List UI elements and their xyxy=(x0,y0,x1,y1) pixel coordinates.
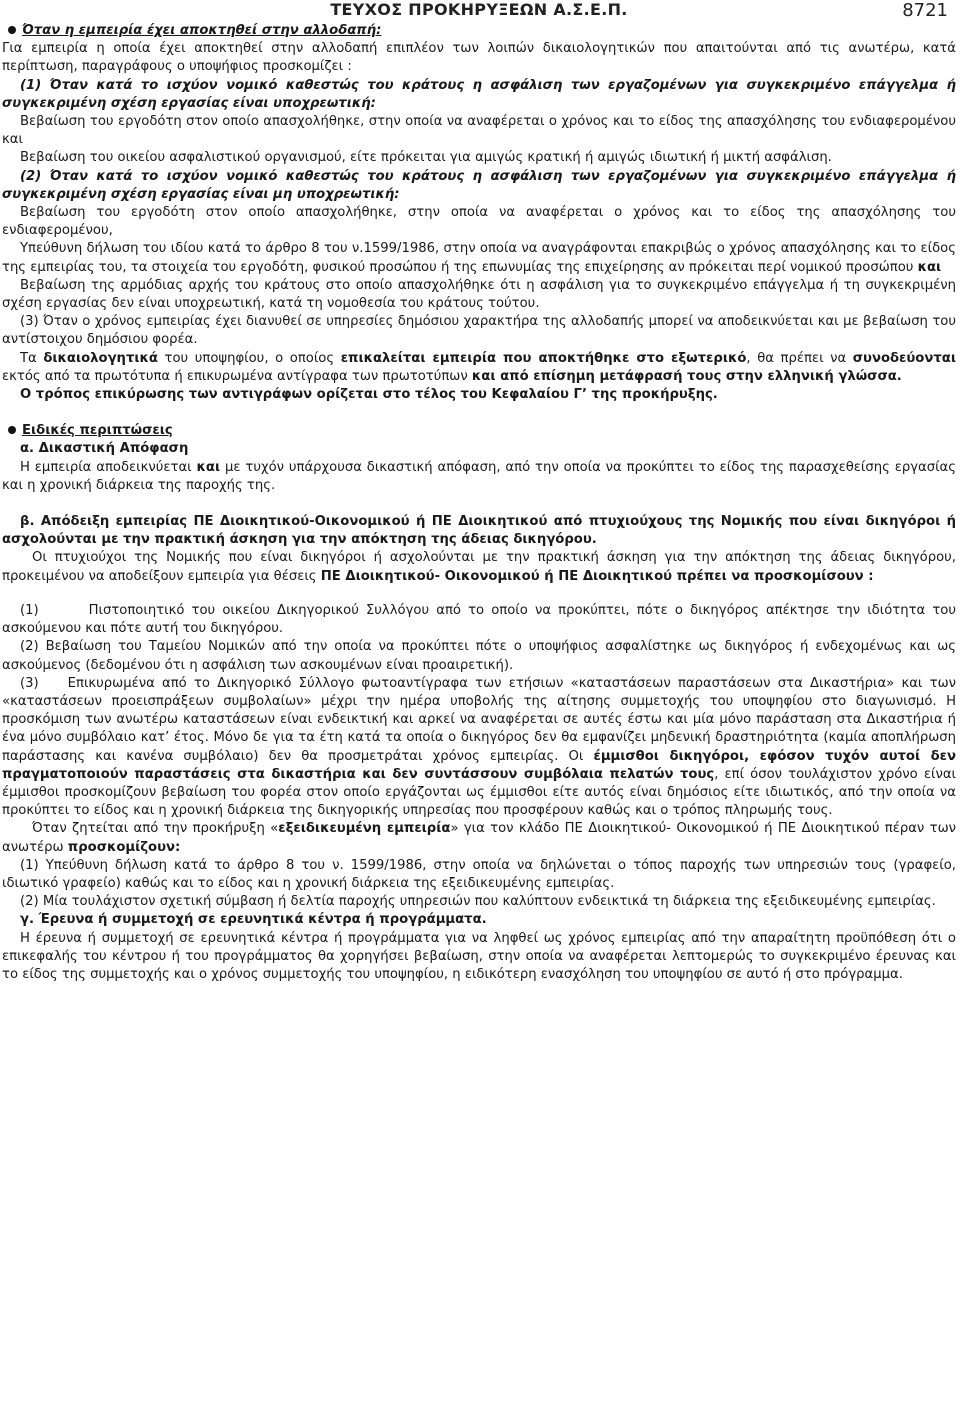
section-c-text: Η έρευνα ή συμμετοχή σε ερευνητικά κέντρα ή προγράμματα για να ληφθεί ως χρόνος εμπειρίας από την απαραίτητη προϋπόθεση ότι ο επικεφαλής του κέντρου ή του προγράμματος θα χορηγήσει βεβαίωση, στην οποία να αναφέρεται λεπτομερώς το συγκεκριμένο έρευνας και το είδος της συμμετοχής και ο χρόνος συμμετοχής του υποψηφίου, η ειδικότερη ενασχόληση του υποψηφίου σε αυτό ή στο πρόγραμμα. xyxy=(2,930,956,982)
section-a-text: Η εμπειρία αποδεικνύεται και με τυχόν υπάρχουσα δικαστική απόφαση, από την οποία να προκύπτει το είδος της παρασχεθείσης εργασίας και η χρονική διάρκεια της παροχής της. xyxy=(2,459,956,493)
bullet-icon xyxy=(8,426,16,434)
section-c-title: γ. Έρευνα ή συμμετοχή σε ερευνητικά κέντρα ή προγράμματα. xyxy=(20,912,487,928)
section-b-item-2: (2) Βεβαίωση του Ταμείου Νομικών από την οποία να προκύπτει πότε ο υποψήφιος ασφαλίστηκε ως δικηγόρος ή ενδεχομένως και ως ασκούμενος (δεδομένου ότι η ασφάλιση των ασκουμένων είναι προαιρετική). xyxy=(2,639,956,673)
case1-insurance-cert: Βεβαίωση του οικείου ασφαλιστικού οργανισμού, είτε πρόκειται για αμιγώς κρατική ή αμιγώς ιδιωτική ή μικτή ασφάλιση. xyxy=(20,150,832,166)
section-b-item-3: (3) Επικυρωμένα από το Δικηγορικό Σύλλογο φωτοαντίγραφα των ετήσιων «καταστάσεων παραστάσεων στα Δικαστήρια» και των «καταστάσεων προεισπράξεων συμβολαίων» μέχρι την ημέρα υποβολής της αίτησης συμμετοχής του υποψηφίου στο διαγωνισμό. Η προσκόμιση των ανωτέρω καταστάσεων είναι ενδεικτική και αρκεί να αναφέρεται σε αυτές έστω και μία μόνο παράσταση στα Δικαστήρια ή ένα μόνο συμβόλαιο κατ’ έτος. Μόνο δε για τα έτη κατά τα οποία ο δικηγόρος δεν θα εμφανίζει μηδενική δραστηριότητα (καμία αποπλήρωση παράστασης και κανένα συμβόλαιο) δεν θα προσμετράται χρόνος εμπειρίας. Οι έμμισθοι δικηγόροι, εφόσον τυχόν αυτοί δεν πραγματοποιούν παραστάσεις στα δικαστήρια και δεν συντάσσουν συμβόλαια πελατών τους, επί όσον τουλάχιστον χρόνο είναι έμμισθοι προσκομίζουν βεβαίωση του φορέα στον οποίο εργάζονται ως έμμισθοι είτε αυτός είναι δημόσιος είτε ιδιωτικός, από την οποία να προκύπτει το είδος και η χρονική διάρκεια της δικηγορικής υπηρεσίας που προσφέρουν καθώς και ο τρόπος πληρωμής τους. xyxy=(2,675,956,819)
section-a-title: α. Δικαστική Απόφαση xyxy=(20,441,189,457)
spacer xyxy=(2,495,956,513)
case3-public-service: (3) Όταν ο χρόνος εμπειρίας έχει διανυθεί σε υπηρεσίες δημόσιου χαρακτήρα της αλλοδαπής μπορεί να αποδεικνύεται και με βεβαίωση του αντίστοιχου δημόσιου φορέα. xyxy=(2,314,956,348)
spacer xyxy=(2,404,956,422)
section-b-specialized-1: (1) Υπεύθυνη δήλωση κατά το άρθρο 8 του ν. 1599/1986, στην οποία να δηλώνεται ο τόπος παροχής των υπηρεσιών τους (γραφείο, ιδιωτικό γραφείο) καθώς και το είδος και η χρονική διάρκεια της εξειδικευμένης εμπειρίας. xyxy=(2,857,956,891)
section-b-intro: Οι πτυχιούχοι της Νομικής που είναι δικηγόροι ή ασχολούνται με την πρακτική άσκηση για την απόκτηση της άδειας δικηγόρου, προκειμένου να αποδείξουν εμπειρία για θέσεις ΠΕ Διοικητικού- Οικονομικού ή ΠΕ Διοικητικού πρέπει να προσκομίσουν : xyxy=(2,550,956,584)
case2-employer-cert: Βεβαίωση του εργοδότη στον οποίο απασχολήθηκε, στην οποία να αναφέρεται ο χρόνος και το είδος της απασχόλησης του ενδιαφερομένου, xyxy=(2,205,956,239)
spacer xyxy=(2,586,956,596)
certification-note: Ο τρόπος επικύρωσης των αντιγράφων ορίζεται στο τέλος του Κεφαλαίου Γ’ της προκήρυξης. xyxy=(20,387,718,403)
abroad-heading: Όταν η εμπειρία έχει αποκτηθεί στην αλλοδαπή: xyxy=(2,22,956,40)
case1-heading: (1) Όταν κατά το ισχύον νομικό καθεστώς του κράτους η ασφάλιση των εργαζομένων για συγκεκριμένο επάγγελμα ή συγκεκριμένη σχέση εργασίας είναι υποχρεωτική: xyxy=(2,77,956,111)
translation-requirement: Τα δικαιολογητικά του υποψηφίου, ο οποίος επικαλείται εμπειρία που αποκτήθηκε στο εξωτερικό, θα πρέπει να συνοδεύονται εκτός από τα πρωτότυπα ή επικυρωμένα αντίγραφα των πρωτοτύπων και από επίσημη μετάφρασή τους στην ελληνική γλώσσα. xyxy=(2,350,956,384)
bullet-icon xyxy=(8,26,16,34)
case2-declaration: Υπεύθυνη δήλωση του ιδίου κατά το άρθρο 8 του ν.1599/1986, στην οποία να αναγράφονται επακριβώς ο χρόνος απασχόλησης και το είδος της εμπειρίας του, τα στοιχεία του εργοδότη, φυσικού προσώπου ή της επωνυμίας της επιχείρησης αν πρόκειται περί νομικού προσώπου και xyxy=(2,241,956,275)
section-b-specialized-2: (2) Μία τουλάχιστον σχετική σύμβαση ή δελτία παροχής υπηρεσιών που καλύπτουν ενδεικτικά τη διάρκεια της εξειδικευμένης εμπειρίας. xyxy=(20,894,936,910)
abroad-intro: Για εμπειρία η οποία έχει αποκτηθεί στην αλλοδαπή επιπλέον των λοιπών δικαιολογητικών που απαιτούνται από τις ανωτέρω, κατά περίπτωση, παραγράφους ο υποψήφιος προσκομίζει : xyxy=(2,41,956,75)
document-body xyxy=(2,22,956,984)
case1-employer-cert: Βεβαίωση του εργοδότη στον οποίο απασχολήθηκε, στην οποία να αναφέρεται ο χρόνος και το είδος της απασχόλησης του ενδιαφερομένου και xyxy=(2,114,956,148)
journal-title: ΤΕΥΧΟΣ ΠΡΟΚΗΡΥΞΕΩΝ Α.Σ.Ε.Π. xyxy=(330,0,628,19)
page-header xyxy=(2,0,956,20)
case2-authority-cert: Βεβαίωση της αρμόδιας αρχής του κράτους στο οποίο απασχολήθηκε ότι η ασφάλιση για το συγκεκριμένο επάγγελμα ή τη συγκεκριμένη σχέση εργασίας δεν είναι υποχρεωτική, κατά τη νομοθεσία του κράτους τούτου. xyxy=(2,277,956,312)
section-b-title: β. Απόδειξη εμπειρίας ΠΕ Διοικητικού-Οικονομικού ή ΠΕ Διοικητικού από πτυχιούχους της Νομικής που είναι δικηγόροι ή ασχολούνται με την πρακτική άσκηση για την απόκτηση της άδειας δικηγόρου. xyxy=(2,514,956,548)
section-b-specialized: Όταν ζητείται από την προκήρυξη «εξειδικευμένη εμπειρία» για τον κλάδο ΠΕ Διοικητικού- Οικονομικού ή ΠΕ Διοικητικού πέραν των ανωτέρω προσκομίζουν: xyxy=(2,821,956,855)
special-cases-heading: Ειδικές περιπτώσεις xyxy=(2,422,956,440)
page-number: 8721 xyxy=(902,0,948,21)
section-b-item-1: (1) Πιστοποιητικό του οικείου Δικηγορικού Συλλόγου από το οποίο να προκύπτει, πότε ο δικηγόρος απέκτησε την ιδιότητα του ασκούμενου και πότε αυτή του δικηγόρου. xyxy=(2,602,956,637)
case2-heading: (2) Όταν κατά το ισχύον νομικό καθεστώς του κράτους η ασφάλιση των εργαζομένων για συγκεκριμένο επάγγελμα ή συγκεκριμένη σχέση εργασίας είναι μη υποχρεωτική: xyxy=(2,168,956,202)
